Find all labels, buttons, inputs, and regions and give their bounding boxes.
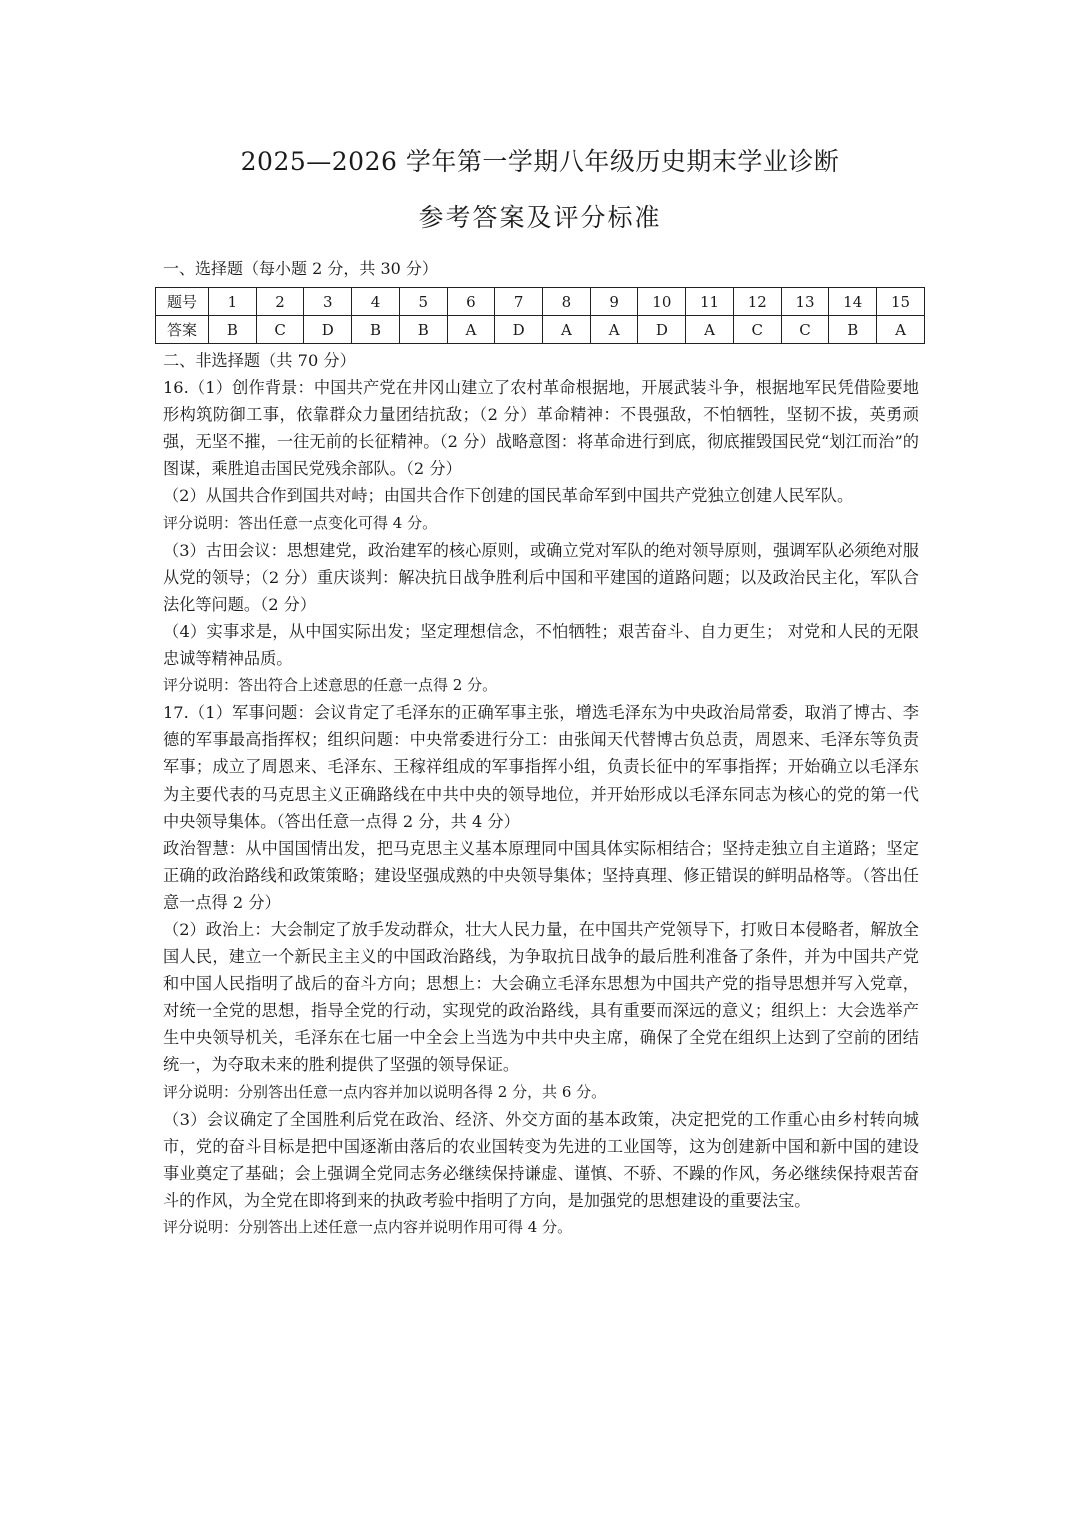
- table-cell: 12: [733, 288, 781, 316]
- table-cell: 3: [304, 288, 352, 316]
- answer-table: [155, 287, 925, 344]
- table-cell: A: [590, 316, 638, 344]
- table-cell: B: [209, 316, 257, 344]
- scoring-note: 评分说明：答出任意一点变化可得 4 分。: [163, 513, 438, 532]
- answer-16-3: （3）古田会议：思想建党，政治建军的核心原则，或确立党对军队的绝对领导原则，强调军队必须绝对服从党的领导；（2 分）重庆谈判：解决抗日战争胜利后中国和平建国的道路问题；以及政治民主化，军队合法化等问题。（2 分）: [163, 540, 919, 614]
- table-cell: 4: [352, 288, 400, 316]
- table-header-number: 题号: [156, 288, 209, 316]
- table-cell: 15: [877, 288, 925, 316]
- table-cell: C: [256, 316, 304, 344]
- answer-17-2: （2）政治上：大会制定了放手发动群众，壮大人民力量，在中国共产党领导下，打败日本侵略者，解放全国人民，建立一个新民主主义的中国政治路线，为争取抗日战争的最后胜利准备了条件，并为中国共产党和中国人民指明了战后的奋斗方向；思想上：大会确立毛泽东思想为中国共产党的指导思想并写入党章，对统一全党的思想，指导全党的行动，实现党的政治路线，具有重要而深远的意义；组织上：大会选举产生中央领导机关，毛泽东在七届一中全会上当选为中共中央主席，确保了全党在组织上达到了空前的团结统一，为夺取未来的胜利提供了坚强的领导保证。: [163, 919, 919, 1075]
- answer-17-1: 17.（1）军事问题：会议肯定了毛泽东的正确军事主张，增选毛泽东为中央政治局常委，取消了博古、李德的军事最高指挥权；组织问题：中央常委进行分工：由张闻天代替博古负总责，周恩来、毛泽东等负责军事；成立了周恩来、毛泽东、王稼祥组成的军事指挥小组，负责长征中的军事指挥；开始确立以毛泽东为主要代表的马克思主义正确路线在中共中央的领导地位，并开始形成以毛泽东同志为核心的党的第一代中央领导集体。（答出任意一点得 2 分，共 4 分）: [163, 703, 919, 831]
- section-heading-non-choice: 二、非选择题（共 70 分）: [163, 351, 356, 370]
- section-heading-choice: 一、选择题（每小题 2 分，共 30 分）: [163, 259, 438, 278]
- answer-16-2: （2）从国共合作到国共对峙；由国共合作下创建的国民革命军到中国共产党独立创建人民军队。: [163, 486, 854, 506]
- table-cell: C: [733, 316, 781, 344]
- table-cell: D: [638, 316, 686, 344]
- page-subtitle: 参考答案及评分标准: [418, 203, 662, 232]
- answer-body: [163, 347, 919, 1241]
- table-cell: A: [447, 316, 495, 344]
- answer-17-1-wisdom: 政治智慧：从中国国情出发，把马克思主义基本原理同中国具体实际相结合；坚持走独立自主道路；坚定正确的政治路线和政策策略；建设坚强成熟的中央领导集体；坚持真理、修正错误的鲜明品格等。（答出任意一点得 2 分）: [163, 838, 919, 912]
- table-cell: D: [304, 316, 352, 344]
- table-cell: A: [543, 316, 591, 344]
- table-cell: A: [877, 316, 925, 344]
- table-cell: 1: [209, 288, 257, 316]
- table-cell: 6: [447, 288, 495, 316]
- answer-16-4: （4）实事求是，从中国实际出发；坚定理想信念，不怕牺牲；艰苦奋斗、自力更生； 对党和人民的无限忠诚等精神品质。: [163, 621, 919, 669]
- answer-17-3: （3）会议确定了全国胜利后党在政治、经济、外交方面的基本政策，决定把党的工作重心由乡村转向城市，党的奋斗目标是把中国逐渐由落后的农业国转变为先进的工业国等，这为创建新中国和新中国的建设事业奠定了基础；会上强调全党同志务必继续保持谦虚、谨慎、不骄、不躁的作风，务必继续保持艰苦奋斗的作风，为全党在即将到来的执政考验中指明了方向，是加强党的思想建设的重要法宝。: [163, 1109, 919, 1210]
- table-cell: C: [781, 316, 829, 344]
- table-row-numbers: [156, 288, 925, 316]
- table-cell: 14: [829, 288, 877, 316]
- table-cell: B: [829, 316, 877, 344]
- table-row-answers: [156, 316, 925, 344]
- table-cell: D: [495, 316, 543, 344]
- answer-16-1: 16.（1）创作背景：中国共产党在井冈山建立了农村革命根据地，开展武装斗争，根据地军民凭借险要地形构筑防御工事，依靠群众力量团结抗敌；（2 分）革命精神：不畏强敌，不怕牺牲，坚韧不拔，英勇顽强，无坚不摧，一往无前的长征精神。（2 分）战略意图：将革命进行到底，彻底摧毁国民党“划江而治”的图谋，乘胜追击国民党残余部队。（2 分）: [163, 378, 919, 479]
- table-cell: B: [399, 316, 447, 344]
- scoring-note: 评分说明：分别答出上述任意一点内容并说明作用可得 4 分。: [163, 1218, 573, 1236]
- table-cell: B: [352, 316, 400, 344]
- table-cell: 5: [399, 288, 447, 316]
- table-cell: A: [686, 316, 734, 344]
- table-cell: 2: [256, 288, 304, 316]
- table-cell: 10: [638, 288, 686, 316]
- table-cell: 13: [781, 288, 829, 316]
- table-cell: 7: [495, 288, 543, 316]
- scoring-note: 评分说明：分别答出任意一点内容并加以说明各得 2 分，共 6 分。: [163, 1082, 607, 1101]
- table-cell: 11: [686, 288, 734, 316]
- table-cell: 9: [590, 288, 638, 316]
- page-title: 2025—2026 学年第一学期八年级历史期末学业诊断: [240, 147, 840, 176]
- table-cell: 8: [543, 288, 591, 316]
- table-header-answer: 答案: [156, 316, 209, 344]
- scoring-note: 评分说明：答出符合上述意思的任意一点得 2 分。: [163, 676, 498, 695]
